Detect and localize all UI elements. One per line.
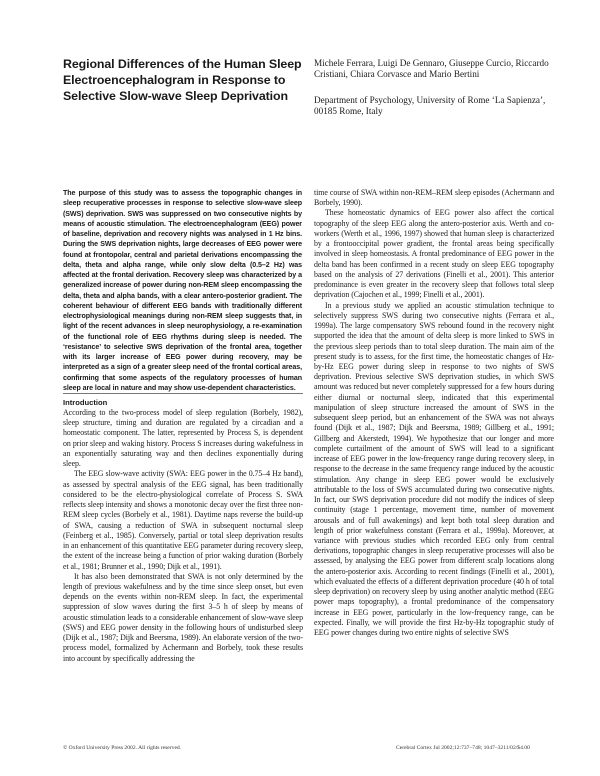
section-divider (63, 393, 303, 394)
paragraph: time course of SWA within non-REM–REM sleep episodes (Achermann and Borbely, 1990). (314, 188, 554, 208)
paper-title: Regional Differences of the Human Sleep Electroencephalogram in Response to Selective Slow-wave Sleep Deprivation (63, 57, 302, 103)
text-column-right (314, 188, 554, 638)
copyright-notice: © Oxford University Press 2002. All rights reserved. (63, 745, 182, 751)
author-list: Michele Ferrara, Luigi De Gennaro, Giuseppe Curcio, Riccardo Cristiani, Chiara Corvasce and Mario Bertini (314, 58, 549, 80)
paragraph: These homeostatic dynamics of EEG power also affect the cortical topography of the sleep EEG along the antero-posterior axis. Werth and co-workers (Werth et al., 1996, 1997) showed that human sleep is characterized by a frontooccipital power gradient, the frontal areas being specifically involved in sleep homeostasis. A frontal predominance of EEG power in the delta band has been confirmed in a recent study on sleep EEG topography based on the analysis of 27 derivations (Finelli et al., 2001). This anterior predominance is even greater in the recovery sleep that follows total sleep deprivation (Cajochen et al., 1999; Finelli et al., 2001). (314, 208, 554, 300)
paragraph: In a previous study we applied an acoustic stimulation technique to selectively suppress SWS during two consecutive nights (Ferrara et al., 1999a). The large compensatory SWS rebound found in the recovery night supported the idea that the amount of delta sleep is more linked to SWS in the previous sleep periods than to total sleep duration. The main aim of the present study is to assess, for the first time, the homeostatic changes of Hz-by-Hz EEG power during sleep in response to two nights of SWS deprivation. Previous selective SWS deprivation studies, in which SWS amount was reduced but never completely suppressed for a few hours during either diurnal or nocturnal sleep, indicated that this experimental manipulation of sleep structure increased the amount of SWS in the subsequent sleep period, but an enhancement of the SWA was not always found (Dijk et al., 1987; Dijk and Beersma, 1989; Gillberg et al., 1991; Gillberg and Akerstedt, 1994). We hypothesize that our longer and more complete curtailment of the amount of SWS will lead to a significant increase of EEG power in the low-frequency range during recovery sleep, in response to the decrease in the same frequency range induced by the acoustic stimulation. Any change in sleep EEG power would be exclusively attributable to the loss of SWS accumulated during two consecutive nights. In fact, our SWS deprivation procedure did not modify the indices of sleep continuity (stage 1 percentage, movement time, number of movement arousals and of full awakenings) and kept both total sleep duration and length of prior wakefulness constant (Ferrara et al., 1999a). Moreover, at variance with previous studies which recorded EEG only from central derivations, topographic changes in sleep recuperative processes will also be assessed, by analysing the EEG power from different scalp locations along the antero-posterior axis. According to recent findings (Finelli et al., 2001), which evaluated the effects of a different deprivation procedure (40 h of total sleep deprivation) on recovery sleep by using another analytic method (EEG power maps topography), a frontal predominance of the compensatory increase in EEG power, particularly in the low-frequency range, can be expected. Finally, we will provide the first Hz-by-Hz topographic study of EEG power changes during two entire nights of selective SWS (314, 300, 554, 638)
journal-citation: Cerebral Cortex Jul 2002;12:737–748; 1047–3211/02/$4.00 (396, 745, 530, 751)
paragraph: It has also been demonstrated that SWA is not only determined by the length of previous wakefulness and by the time since sleep onset, but even depends on the events within non-REM sleep. In fact, the experimental suppression of slow waves during the first 3–5 h of sleep by means of acoustic stimulation leads to a considerable enhancement of slow-wave sleep (SWS) and EEG power density in the following hours of undisturbed sleep (Dijk et al., 1987; Dijk and Beersma, 1989). An elaborate version of the two-process model, formalized by Achermann and Borbely, took these results into account by specifically addressing the (63, 571, 303, 663)
affiliation: Department of Psychology, University of Rome ‘La Sapienza’, 00185 Rome, Italy (314, 95, 546, 117)
paragraph: According to the two-process model of sleep regulation (Borbely, 1982), sleep structure, timing and duration are regulated by a circadian and a homeostatic component. The latter, represented by Process S, is dependent on prior sleep and waking history. Process S increases during wakefulness in an exponentially saturating way and then declines exponentially during sleep. (63, 408, 303, 469)
abstract: The purpose of this study was to assess the topographic changes in sleep recuperative processes in response to selective slow-wave sleep (SWS) deprivation. SWS was suppressed on two consecutive nights by means of acoustic stimulation. The electroencephalogram (EEG) power of baseline, deprivation and recovery nights was analysed in 1 Hz bins. During the SWS deprivation nights, large decreases of EEG power were found at frontopolar, central and parietal derivations encompassing the delta, theta and alpha range, while only slow delta (0.5–2 Hz) was affected at the frontal derivation. Recovery sleep was characterized by a generalized increase of power during non-REM sleep encompassing the delta, theta and alpha bands, with a clear antero-posterior gradient. The coherent behaviour of different EEG bands with traditionally different electrophysiological meanings during non-REM sleep suggests that, in light of the recent advances in sleep neurophysiology, a re-examination of the functional role of EEG rhythms during sleep is needed. The ‘resistance’ to selective SWS deprivation of the frontal area, together with its larger increase of EEG power during recovery, may be interpreted as a sign of a greater sleep need of the frontal cortical areas, confirming that some aspects of the regulatory processes of human sleep are local in nature and may show use-dependent characteristics. (63, 189, 302, 392)
section-heading-introduction: Introduction (63, 398, 108, 407)
text-column-left (63, 408, 303, 664)
paragraph: The EEG slow-wave activity (SWA: EEG power in the 0.75–4 Hz band), as assessed by spectral analysis of the EEG signal, has been traditionally considered to be the electro-physiological correlate of Process S. SWA reflects sleep intensity and shows a monotonic decay over the first three non-REM sleep cycles (Borbely et al., 1981). Daytime naps reverse the build-up of SWA, causing a reduction of SWA in subsequent nocturnal sleep (Feinberg et al., 1985). Conversely, partial or total sleep deprivation results in an enhancement of this quantitative EEG parameter during recovery sleep, the extent of the increase being a function of prior waking duration (Borbely et al., 1981; Brunner et al., 1990; Dijk et al., 1991). (63, 469, 303, 571)
